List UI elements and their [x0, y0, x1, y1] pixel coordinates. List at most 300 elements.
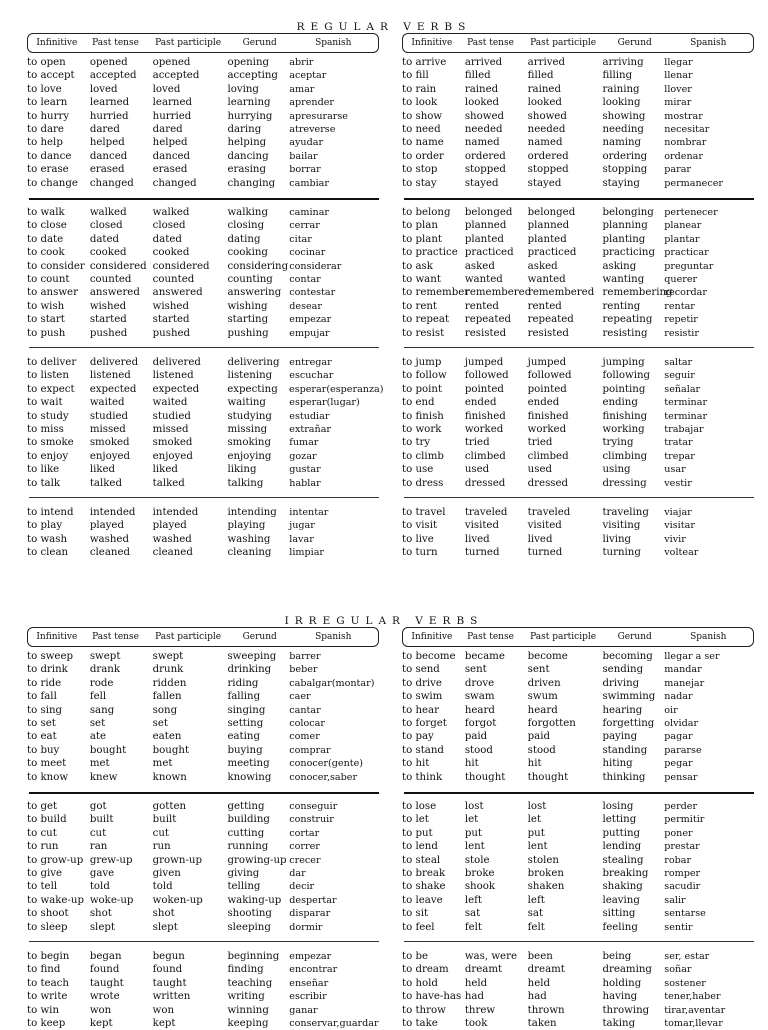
cell-gerund: following [602, 370, 651, 382]
verb-row [27, 300, 379, 313]
column-header-infinitive: Infinitive [36, 632, 78, 642]
cell-past-participle: accepted [152, 70, 200, 82]
cell-spanish: voltear [664, 547, 699, 559]
cell-past-participle: let [527, 814, 542, 826]
cell-past-tense: ordered [464, 150, 506, 162]
cell-spanish: rentar [664, 300, 695, 312]
irregular-verbs-title: IRREGULAR VERBS [284, 615, 484, 627]
cell-spanish: practicar [664, 247, 709, 259]
cell-past-tense: told [89, 881, 110, 893]
regular-verbs-title: REGULAR VERBS [296, 21, 472, 33]
cell-infinitive: to teach [27, 977, 69, 989]
cell-infinitive: to climb [402, 450, 444, 462]
cell-past-tense: talked [89, 477, 122, 489]
verb-row [402, 423, 754, 436]
cell-gerund: wanting [602, 273, 645, 285]
verb-row [402, 771, 754, 784]
verb-group [27, 650, 379, 784]
cell-gerund: climbing [602, 450, 648, 462]
verb-row [27, 369, 379, 382]
cell-gerund: ordering [602, 150, 648, 162]
cell-spanish: atreverse [289, 123, 336, 135]
verb-row [27, 827, 379, 840]
cell-past-tense: stood [464, 744, 493, 756]
cell-past-tense: cleaned [89, 547, 131, 559]
verb-row [27, 757, 379, 770]
cell-infinitive: to resist [402, 327, 445, 339]
cell-past-participle: lost [527, 801, 547, 812]
cell-gerund: forgetting [602, 717, 655, 729]
cell-past-participle: dressed [527, 477, 569, 489]
cell-past-tense: taught [89, 977, 124, 989]
cell-infinitive: to put [402, 827, 433, 839]
cell-infinitive: to rent [402, 300, 438, 312]
cell-spanish: correr [289, 841, 320, 853]
cell-infinitive: to follow [402, 370, 447, 382]
cell-spanish: pegar [664, 758, 693, 770]
cell-past-participle: cooked [152, 247, 190, 259]
verb-row [402, 840, 754, 853]
cell-past-tense: rode [89, 677, 114, 689]
verb-row [27, 840, 379, 853]
cell-spanish: tener,haber [664, 991, 721, 1003]
verb-row [27, 83, 379, 96]
cell-infinitive: to build [27, 814, 67, 826]
cell-past-tense: learned [89, 97, 130, 109]
cell-gerund: staying [602, 177, 640, 189]
cell-infinitive: to intend [27, 507, 74, 518]
cell-spanish: construir [289, 814, 334, 826]
cell-past-tense: accepted [89, 70, 137, 82]
cell-gerund: playing [227, 520, 266, 532]
cell-infinitive: to swim [402, 691, 443, 703]
verb-row [27, 533, 379, 546]
cell-past-participle: ended [527, 397, 560, 409]
cell-gerund: looking [602, 97, 641, 109]
column-header-past-tense: Past tense [467, 632, 514, 642]
verb-row [402, 219, 754, 232]
cell-spanish: planear [664, 220, 702, 232]
verb-group [402, 56, 754, 190]
cell-spanish: romper [664, 867, 701, 879]
cell-past-tense: turned [464, 547, 500, 559]
cell-past-participle: erased [152, 164, 188, 176]
verb-row [27, 677, 379, 690]
cell-infinitive: to help [27, 137, 63, 149]
verb-row [402, 110, 754, 123]
cell-gerund: changing [227, 177, 276, 189]
column-header-infinitive: Infinitive [411, 632, 453, 642]
cell-gerund: enjoying [227, 450, 272, 462]
verb-row [402, 396, 754, 409]
cell-spanish: prestar [664, 841, 700, 853]
cell-infinitive: to use [402, 464, 434, 476]
cell-past-tense: drank [89, 664, 121, 676]
cell-past-tense: practiced [464, 247, 514, 259]
cell-past-participle: run [152, 841, 171, 853]
cell-past-tense: enjoyed [89, 450, 131, 462]
cell-infinitive: to stand [402, 744, 444, 756]
cell-spanish: ordenar [664, 150, 703, 162]
cell-spanish: decir [289, 881, 315, 893]
cell-past-participle: built [152, 814, 177, 826]
cell-infinitive: to finish [402, 410, 444, 422]
cell-spanish: visitar [664, 520, 695, 532]
verb-row [27, 730, 379, 743]
cell-gerund: knowing [227, 771, 272, 783]
cell-past-tense: arrived [464, 57, 503, 68]
cell-gerund: talking [227, 477, 264, 489]
cell-gerund: answering [227, 287, 282, 299]
cell-past-participle: left [527, 894, 545, 906]
cell-gerund: hiting [602, 758, 633, 770]
cell-infinitive: to erase [27, 164, 69, 176]
verb-group [27, 206, 379, 340]
cell-past-tense: jumped [464, 357, 504, 368]
cell-gerund: winning [227, 1004, 269, 1016]
cell-gerund: showing [602, 110, 646, 122]
verb-row [402, 546, 754, 559]
cell-spanish: escribir [289, 991, 327, 1003]
cell-gerund: naming [602, 137, 642, 149]
cell-past-tense: gave [89, 867, 115, 879]
cell-gerund: jumping [602, 357, 645, 368]
verb-row [402, 867, 754, 880]
verb-row [27, 813, 379, 826]
cell-past-participle: cut [152, 827, 170, 839]
cell-spanish: ser, estar [664, 951, 710, 962]
cell-spanish: sostener [664, 977, 706, 989]
cell-past-participle: shot [152, 908, 175, 920]
cell-gerund: arriving [602, 57, 644, 68]
cell-gerund: repeating [602, 314, 653, 326]
cell-past-tense: drove [464, 677, 495, 689]
cell-infinitive: to take [402, 1017, 438, 1029]
cell-past-participle: closed [152, 220, 186, 232]
cell-past-tense: erased [89, 164, 125, 176]
verb-row [402, 813, 754, 826]
cell-past-participle: swum [527, 691, 558, 703]
cell-spanish: beber [289, 664, 318, 676]
cell-past-participle: followed [527, 370, 572, 382]
cell-infinitive: to end [402, 397, 435, 409]
column-header-gerund: Gerund [242, 38, 277, 48]
cell-past-tense: hit [464, 758, 479, 770]
cell-past-tense: wanted [464, 273, 503, 285]
cell-infinitive: to start [27, 314, 65, 326]
cell-spanish: sentarse [664, 908, 706, 920]
cell-infinitive: to throw [402, 1004, 446, 1016]
cell-infinitive: to get [27, 801, 58, 812]
cell-past-tense: studied [89, 410, 129, 422]
verb-row [27, 977, 379, 990]
cell-gerund: closing [227, 220, 265, 232]
cell-gerund: practicing [602, 247, 656, 259]
cell-gerund: walking [227, 207, 269, 218]
verb-row [27, 1004, 379, 1017]
cell-past-participle: asked [527, 260, 558, 272]
cell-infinitive: to consider [27, 260, 85, 272]
cell-past-tense: needed [464, 123, 503, 135]
cell-gerund: writing [227, 991, 265, 1003]
cell-past-participle: cleaned [152, 547, 193, 559]
verb-row [27, 123, 379, 136]
cell-gerund: dancing [227, 150, 269, 162]
cell-gerund: washing [227, 533, 271, 545]
cell-past-tense: felt [464, 921, 482, 933]
cell-infinitive: to sit [402, 908, 429, 920]
cell-past-tense: knew [89, 771, 118, 783]
cell-infinitive: to try [402, 437, 431, 449]
cell-past-participle: studied [152, 410, 191, 422]
cell-infinitive: to fill [402, 70, 429, 82]
verb-row [402, 921, 754, 934]
cell-past-tense: heard [464, 704, 495, 716]
cell-spanish: ayudar [289, 137, 324, 149]
column-header-bar [402, 627, 754, 647]
cell-spanish: terminar [664, 397, 708, 409]
cell-spanish: aceptar [289, 70, 327, 82]
verb-row [402, 1017, 754, 1030]
cell-spanish: recordar [664, 287, 707, 299]
cell-infinitive: to buy [27, 744, 60, 756]
cell-infinitive: to shake [402, 881, 446, 893]
cell-past-participle: dared [152, 123, 183, 135]
cell-past-tense: woke-up [89, 894, 134, 906]
cell-past-participle: danced [152, 150, 191, 162]
cell-past-tense: considered [89, 260, 147, 272]
cell-spanish: enseñar [289, 977, 329, 989]
cell-gerund: trying [602, 437, 634, 449]
cell-infinitive: to turn [402, 547, 438, 559]
cell-gerund: studying [227, 410, 272, 422]
cell-gerund: drinking [227, 664, 272, 676]
verb-group [402, 356, 754, 490]
cell-spanish: gozar [289, 450, 317, 462]
verb-row [402, 990, 754, 1003]
cell-infinitive: to accept [27, 70, 75, 82]
verb-row [27, 704, 379, 717]
cell-past-participle: arrived [527, 57, 566, 68]
cell-infinitive: to order [402, 150, 444, 162]
verb-row [402, 206, 754, 219]
verb-row [27, 286, 379, 299]
cell-past-tense: sang [89, 704, 115, 716]
verb-row [402, 286, 754, 299]
verb-row [402, 730, 754, 743]
verb-row [402, 136, 754, 149]
cell-past-participle: rented [527, 300, 562, 312]
cell-past-tense: waited [89, 397, 125, 409]
cell-gerund: filling [602, 70, 633, 82]
cell-infinitive: to sweep [27, 651, 73, 662]
cell-spanish: cabalgar(montar) [289, 677, 375, 689]
cell-gerund: having [602, 991, 638, 1003]
cell-gerund: losing [602, 801, 634, 812]
cell-past-tense: shook [464, 881, 496, 893]
verb-row [402, 880, 754, 893]
cell-past-participle: worked [527, 423, 567, 435]
verb-row [27, 177, 379, 190]
cell-infinitive: to jump [402, 357, 442, 368]
cell-past-participle: missed [152, 423, 189, 435]
cell-gerund: hurrying [227, 110, 273, 122]
cell-gerund: dating [227, 233, 261, 245]
cell-gerund: stealing [602, 854, 644, 866]
cell-past-participle: eaten [152, 731, 182, 743]
cell-past-participle: lent [527, 841, 548, 853]
verb-row [402, 477, 754, 490]
column-header-spanish: Spanish [315, 38, 352, 48]
cell-past-tense: stayed [464, 177, 499, 189]
cell-spanish: contar [289, 273, 321, 285]
cell-past-participle: washed [152, 533, 192, 545]
verb-row [27, 436, 379, 449]
cell-infinitive: to arrive [402, 57, 447, 68]
verb-group [402, 650, 754, 784]
cell-infinitive: to be [402, 951, 429, 962]
column-header-gerund: Gerund [617, 38, 652, 48]
cell-past-participle: set [152, 717, 169, 729]
group-divider [404, 497, 754, 498]
verb-row [402, 533, 754, 546]
cell-past-tense: slept [89, 921, 115, 933]
group-divider [29, 347, 379, 348]
verb-row [402, 907, 754, 920]
verb-row [402, 690, 754, 703]
cell-infinitive: to point [402, 383, 443, 395]
verb-group [27, 506, 379, 560]
cell-spanish: conseguir [289, 801, 338, 812]
verb-row [402, 383, 754, 396]
cell-spanish: llegar [664, 57, 693, 68]
cell-spanish: nadar [664, 691, 693, 703]
cell-past-participle: met [152, 758, 173, 770]
verb-row [27, 450, 379, 463]
cell-past-participle: woken-up [152, 894, 203, 906]
cell-gerund: hearing [602, 704, 643, 716]
cell-spanish: olvidar [664, 717, 699, 729]
cell-infinitive: to run [27, 841, 59, 853]
cell-past-tense: kept [89, 1017, 113, 1029]
cell-gerund: feeling [602, 921, 638, 933]
cell-past-participle: tried [527, 437, 553, 449]
cell-gerund: thinking [602, 771, 646, 783]
cell-infinitive: to know [27, 771, 69, 783]
cell-gerund: living [602, 533, 632, 545]
cell-spanish: empezar [289, 314, 332, 326]
cell-past-participle: put [527, 827, 545, 839]
verb-row [402, 463, 754, 476]
cell-gerund: considering [227, 260, 289, 272]
cell-past-participle: held [527, 977, 551, 989]
verb-row [402, 69, 754, 82]
cell-infinitive: to work [402, 423, 442, 435]
cell-past-participle: dreamt [527, 964, 565, 976]
cell-past-tense: filled [464, 70, 491, 82]
verb-row [27, 150, 379, 163]
cell-past-tense: hurried [89, 110, 129, 122]
cell-past-participle: remembered [528, 287, 595, 299]
verb-row [402, 356, 754, 369]
cell-spanish: viajar [664, 507, 692, 518]
cell-spanish: apresurarse [289, 110, 348, 122]
cell-infinitive: to leave [402, 894, 443, 906]
cell-spanish: cocinar [289, 247, 326, 259]
cell-spanish: fumar [289, 437, 319, 449]
cell-spanish: despertar [289, 894, 337, 906]
cell-spanish: trabajar [664, 423, 704, 435]
verb-row [402, 744, 754, 757]
cell-spanish: bailar [289, 150, 318, 162]
cell-infinitive: to dance [27, 150, 72, 162]
cell-past-tense: remembered [465, 287, 532, 299]
verb-row [27, 867, 379, 880]
cell-spanish: querer [664, 273, 698, 285]
cell-past-tense: smoked [89, 437, 130, 449]
cell-spanish: caer [289, 691, 311, 703]
verb-row [402, 369, 754, 382]
cell-past-participle: considered [152, 260, 210, 272]
cell-spanish: llegar a ser [664, 651, 720, 662]
cell-infinitive: to change [27, 177, 78, 189]
cell-past-tense: looked [464, 97, 500, 109]
verb-row [402, 327, 754, 340]
cell-past-tense: visited [464, 520, 499, 532]
verb-row [27, 260, 379, 273]
cell-gerund: cutting [227, 827, 265, 839]
cell-infinitive: to ask [402, 260, 433, 272]
cell-past-tense: listened [89, 370, 131, 382]
cell-spanish: mandar [664, 664, 702, 676]
cell-past-tense: started [89, 314, 127, 326]
verb-row [27, 1017, 379, 1030]
cell-infinitive: to rain [402, 83, 437, 95]
verb-row [27, 233, 379, 246]
cell-infinitive: to plant [402, 233, 442, 245]
cell-gerund: finding [227, 964, 264, 976]
cell-past-participle: forgotten [527, 717, 576, 729]
cell-infinitive: to give [27, 867, 63, 879]
cell-infinitive: to need [402, 123, 441, 135]
cell-past-tense: repeated [464, 314, 511, 326]
cell-past-participle: pushed [152, 327, 191, 339]
cell-past-participle: needed [527, 123, 566, 135]
column-header-spanish: Spanish [315, 632, 352, 642]
cell-past-participle: song [152, 704, 178, 716]
cell-gerund: liking [227, 464, 257, 476]
cell-past-participle: lived [527, 533, 553, 545]
cell-infinitive: to remember [402, 287, 470, 299]
cell-past-participle: stayed [527, 177, 562, 189]
cell-spanish: manejar [664, 677, 705, 689]
cell-past-tense: intended [89, 507, 136, 518]
cell-infinitive: to win [27, 1004, 60, 1016]
cell-past-tense: swam [464, 691, 495, 703]
cell-past-tense: liked [89, 464, 116, 476]
cell-spanish: ganar [289, 1004, 318, 1016]
cell-past-tense: washed [89, 533, 129, 545]
verb-row [402, 83, 754, 96]
cell-gerund: sleeping [227, 921, 271, 933]
cell-past-tense: forgot [464, 717, 497, 729]
cell-gerund: starting [227, 314, 269, 326]
cell-spanish: llenar [664, 70, 693, 82]
verb-row [27, 650, 379, 663]
cell-infinitive: to lend [402, 841, 438, 853]
cell-past-tense: rained [464, 83, 499, 95]
verb-row [27, 950, 379, 963]
